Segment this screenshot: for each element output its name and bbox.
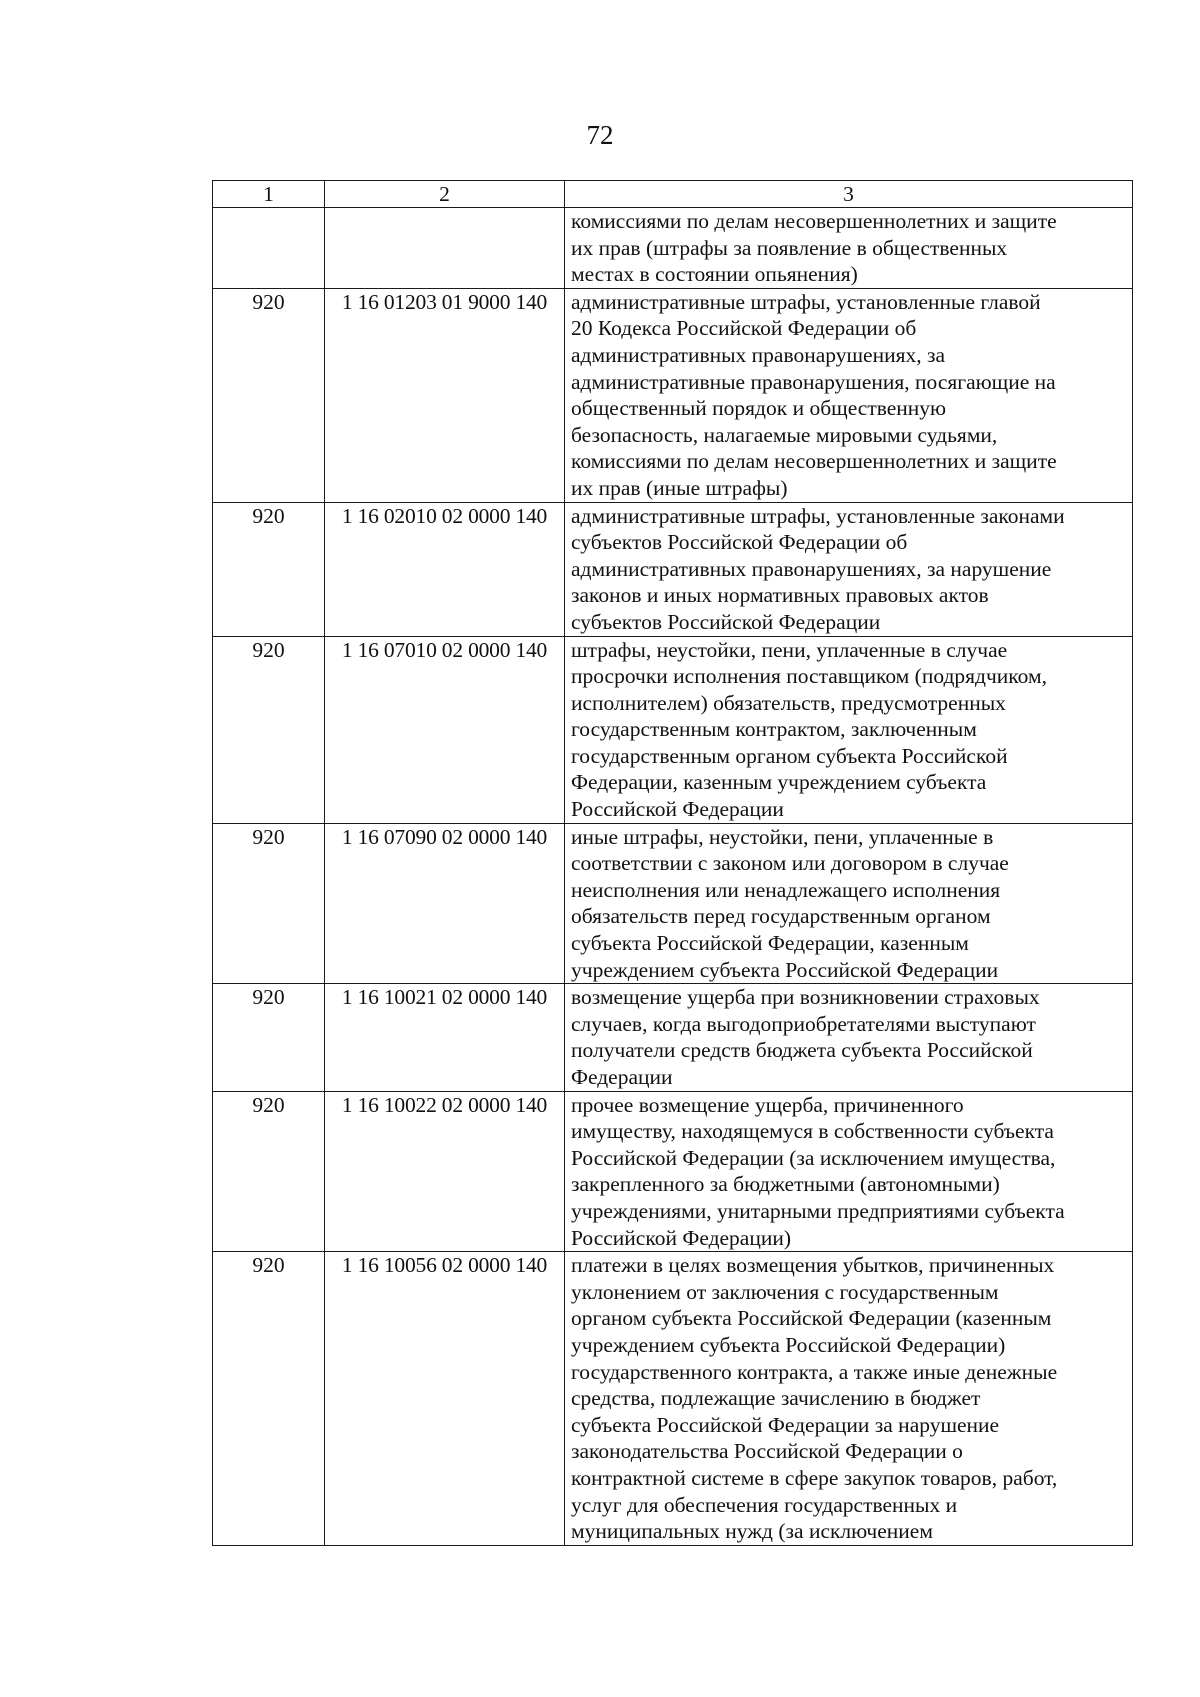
- description-line: штрафы, неустойки, пени, уплаченные в случае: [571, 637, 1008, 662]
- description-cell: [565, 1091, 1133, 1252]
- description-line: субъектов Российской Федерации об: [571, 530, 908, 555]
- description-line: просрочки исполнения поставщиком (подрядчиком,: [571, 664, 1047, 689]
- description-line: контрактной системе в сфере закупок товаров, работ,: [571, 1465, 1058, 1490]
- admin-code-cell: [213, 208, 325, 289]
- description-cell: [565, 502, 1133, 636]
- description-line: государственным органом субъекта Российской: [571, 743, 1008, 768]
- description-cell: [565, 984, 1133, 1091]
- description-cell: [565, 636, 1133, 823]
- description-line: случаев, когда выгодоприобретателями выступают: [571, 1011, 1036, 1036]
- description-line: прочее возмещение ущерба, причиненного: [571, 1092, 964, 1117]
- description-line: государственным контрактом, заключенным: [571, 717, 977, 742]
- budget-code-cell: 1 16 02010 02 0000 140: [325, 502, 565, 636]
- admin-code-cell: 920: [213, 1091, 325, 1252]
- budget-codes-table: [212, 180, 1133, 1546]
- description-line: соответствии с законом или договором в случае: [571, 851, 1009, 876]
- table-row: [213, 1252, 1133, 1546]
- page-number: 72: [586, 120, 614, 150]
- table-row: [213, 636, 1133, 823]
- description-line: уклонением от заключения с государственным: [571, 1279, 999, 1304]
- header-col-1: 1: [213, 181, 325, 208]
- description-line: административные правонарушения, посягающие на: [571, 369, 1056, 394]
- description-line: комиссиями по делам несовершеннолетних и защите: [571, 209, 1057, 233]
- description-line: их прав (иные штрафы): [571, 475, 788, 500]
- description-line: иные штрафы, неустойки, пени, уплаченные в: [571, 824, 994, 849]
- description-line: субъекта Российской Федерации за нарушение: [571, 1412, 1000, 1437]
- description-line: возмещение ущерба при возникновении страховых: [571, 985, 1040, 1010]
- description-line: административных правонарушениях, за: [571, 342, 946, 367]
- description-line: субъекта Российской Федерации, казенным: [571, 931, 969, 956]
- description-line: получатели средств бюджета субъекта Российской: [571, 1038, 1033, 1063]
- description-line: имуществу, находящемуся в собственности субъекта: [571, 1119, 1054, 1144]
- budget-code-cell: 1 16 07010 02 0000 140: [325, 636, 565, 823]
- description-cell: [565, 288, 1133, 502]
- description-line: муниципальных нужд (за исключением: [571, 1519, 933, 1544]
- budget-code-cell: 1 16 01203 01 9000 140: [325, 288, 565, 502]
- budget-code-cell: [325, 208, 565, 289]
- admin-code-cell: 920: [213, 823, 325, 984]
- description-line: неисполнения или ненадлежащего исполнения: [571, 877, 1001, 902]
- header-col-3: 3: [565, 181, 1133, 208]
- description-line: Российской Федерации): [571, 1225, 792, 1250]
- admin-code-cell: 920: [213, 288, 325, 502]
- budget-code-cell: 1 16 10022 02 0000 140: [325, 1091, 565, 1252]
- admin-code-cell: 920: [213, 636, 325, 823]
- description-line: Федерации, казенным учреждением субъекта: [571, 770, 987, 795]
- description-line: средства, подлежащие зачислению в бюджет: [571, 1386, 981, 1411]
- budget-code-cell: 1 16 10021 02 0000 140: [325, 984, 565, 1091]
- description-line: административных правонарушениях, за нарушение: [571, 556, 1052, 581]
- description-line: учреждением субъекта Российской Федерации): [571, 1332, 1006, 1357]
- description-line: обязательств перед государственным органом: [571, 904, 991, 929]
- description-line: их прав (штрафы за появление в общественных: [571, 235, 1008, 260]
- description-line: Федерации: [571, 1065, 673, 1089]
- description-line: административные штрафы, установленные главой: [571, 289, 1041, 314]
- table-row: [213, 823, 1133, 984]
- description-line: услуг для обеспечения государственных и: [571, 1492, 958, 1517]
- admin-code-cell: 920: [213, 502, 325, 636]
- description-line: законодательства Российской Федерации о: [571, 1439, 963, 1464]
- description-line: безопасность, налагаемые мировыми судьями,: [571, 422, 998, 447]
- table-body: [213, 208, 1133, 1546]
- description-line: исполнителем) обязательств, предусмотренных: [571, 690, 1006, 715]
- description-line: субъектов Российской Федерации: [571, 609, 881, 634]
- table-header-row: [213, 181, 1133, 208]
- header-col-2: 2: [325, 181, 565, 208]
- description-line: органом субъекта Российской Федерации (казенным: [571, 1306, 1052, 1331]
- description-line: Российской Федерации (за исключением имущества,: [571, 1145, 1056, 1170]
- description-line: государственного контракта, а также иные денежные: [571, 1359, 1058, 1384]
- table-row: [213, 208, 1133, 289]
- description-line: Российской Федерации: [571, 797, 784, 822]
- description-line: комиссиями по делам несовершеннолетних и защите: [571, 449, 1057, 474]
- description-line: общественный порядок и общественную: [571, 396, 947, 421]
- admin-code-cell: 920: [213, 1252, 325, 1546]
- budget-code-cell: 1 16 07090 02 0000 140: [325, 823, 565, 984]
- table-row: [213, 984, 1133, 1091]
- description-line: учреждениями, унитарными предприятиями субъекта: [571, 1198, 1065, 1223]
- table-row: [213, 502, 1133, 636]
- description-cell: [565, 1252, 1133, 1546]
- description-line: закрепленного за бюджетными (автономными): [571, 1172, 1000, 1197]
- description-cell: [565, 208, 1133, 289]
- description-line: административные штрафы, установленные законами: [571, 503, 1065, 528]
- description-line: учреждением субъекта Российской Федерации: [571, 957, 999, 982]
- description-line: местах в состоянии опьянения): [571, 262, 858, 287]
- description-cell: [565, 823, 1133, 984]
- table-row: [213, 1091, 1133, 1252]
- budget-code-cell: 1 16 10056 02 0000 140: [325, 1252, 565, 1546]
- description-line: законов и иных нормативных правовых актов: [571, 583, 989, 608]
- table-row: [213, 288, 1133, 502]
- description-line: платежи в целях возмещения убытков, причиненных: [571, 1253, 1055, 1278]
- description-line: 20 Кодекса Российской Федерации об: [571, 316, 917, 341]
- admin-code-cell: 920: [213, 984, 325, 1091]
